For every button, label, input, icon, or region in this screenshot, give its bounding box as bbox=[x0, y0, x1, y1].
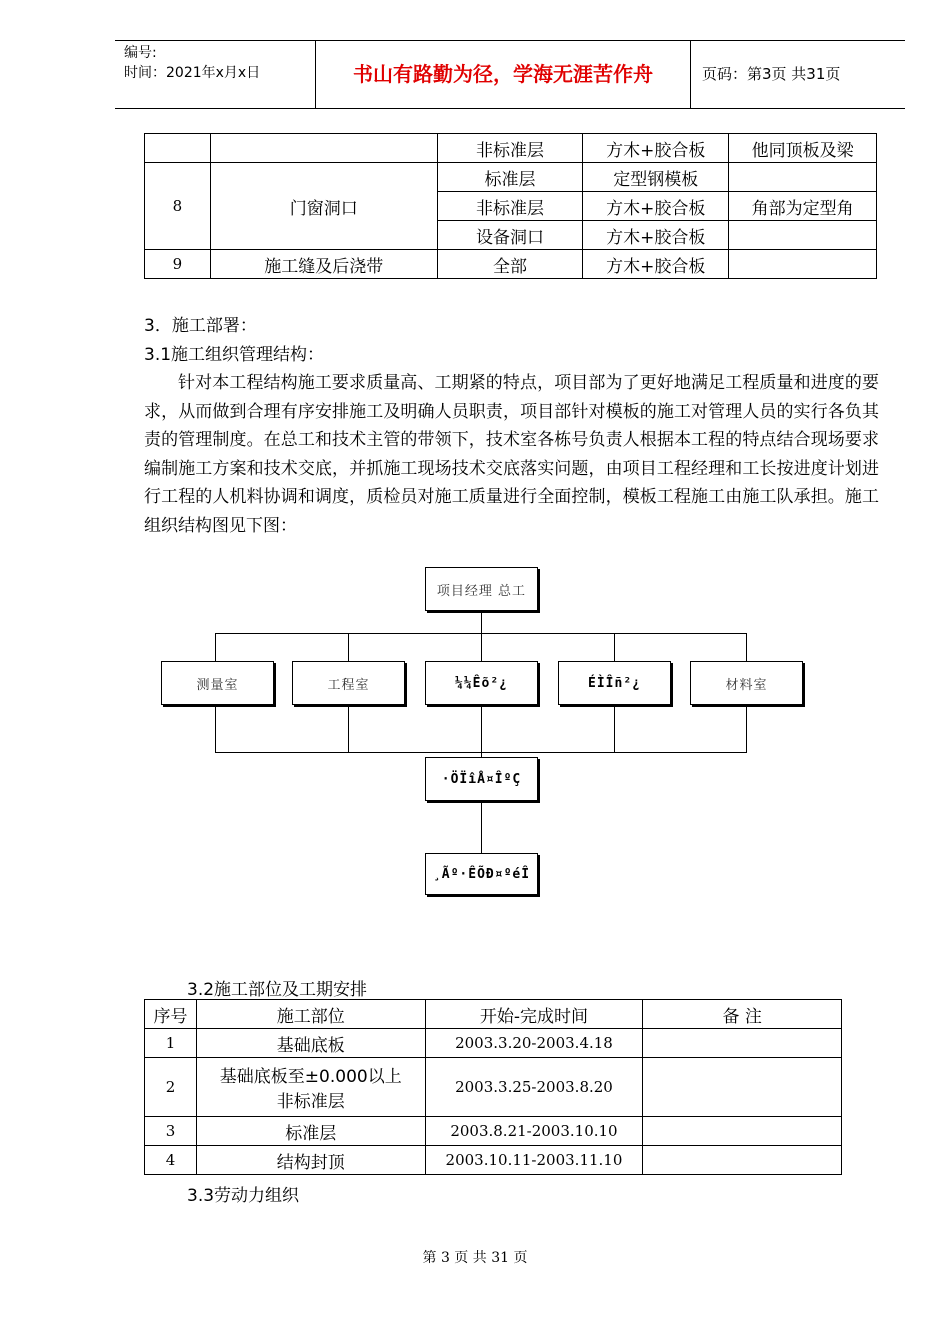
org-box-level4: ¸Ãº·ÊÕÐ¤ºéÎ bbox=[425, 853, 538, 895]
org-box-commerce: ÉÌÎñ²¿ bbox=[558, 661, 671, 705]
table-cell: 角部为定型角 bbox=[729, 192, 877, 221]
connector-line bbox=[746, 633, 747, 661]
table-cell: 施工缝及后浇带 bbox=[210, 250, 437, 279]
table-cell bbox=[210, 134, 437, 163]
table-cell: 定型钢模板 bbox=[583, 163, 729, 192]
table-cell bbox=[643, 1058, 842, 1117]
table-cell: 全部 bbox=[437, 250, 583, 279]
section-33-heading: 3.3劳动力组织 bbox=[187, 1186, 300, 1206]
org-box-top: 项目经理 总工 bbox=[425, 567, 538, 611]
header-page-info: 页码：第3页 共31页 bbox=[702, 65, 841, 83]
table-cell: 方木+胶合板 bbox=[583, 221, 729, 250]
org-box-survey: 测量室 bbox=[161, 661, 274, 705]
table-cell: 1 bbox=[145, 1029, 197, 1058]
table-row bbox=[145, 1117, 842, 1146]
column-header: 施工部位 bbox=[196, 1000, 425, 1029]
table-cell: 他同顶板及梁 bbox=[729, 134, 877, 163]
table-cell: 标准层 bbox=[437, 163, 583, 192]
table-cell bbox=[643, 1146, 842, 1175]
table-cell: 9 bbox=[145, 250, 211, 279]
page-header bbox=[115, 40, 905, 109]
table-cell: 方木+胶合板 bbox=[583, 250, 729, 279]
org-box-engineering: 工程室 bbox=[292, 661, 405, 705]
formwork-table bbox=[144, 133, 877, 279]
table-cell: 标准层 bbox=[196, 1117, 425, 1146]
table-cell: 8 bbox=[145, 163, 211, 250]
org-box-level3: ·ÖÏîÅ¤ÎºÇ bbox=[425, 757, 538, 801]
connector-line bbox=[746, 706, 747, 753]
column-header: 开始-完成时间 bbox=[425, 1000, 643, 1029]
connector-line bbox=[215, 706, 216, 753]
table-cell: 结构封顶 bbox=[196, 1146, 425, 1175]
table-row bbox=[145, 250, 877, 279]
cell-line: 非标准层 bbox=[276, 1092, 345, 1112]
page-footer: 第 3 页 共 31 页 bbox=[422, 1250, 528, 1266]
connector-line bbox=[481, 612, 482, 634]
table-cell: 门窗洞口 bbox=[210, 163, 437, 250]
table-cell bbox=[729, 163, 877, 192]
table-cell: 非标准层 bbox=[437, 134, 583, 163]
header-slogan: 书山有路勤为径，学海无涯苦作舟 bbox=[315, 41, 691, 108]
table-cell: 设备洞口 bbox=[437, 221, 583, 250]
table-cell: 基础底板 bbox=[196, 1029, 425, 1058]
table-cell: 4 bbox=[145, 1146, 197, 1175]
connector-line bbox=[481, 802, 482, 853]
table-cell: 3 bbox=[145, 1117, 197, 1146]
table-cell bbox=[729, 250, 877, 279]
table-cell: 方木+胶合板 bbox=[583, 134, 729, 163]
table-row bbox=[145, 1029, 842, 1058]
section-31-heading: 3.1施工组织管理结构： bbox=[144, 345, 325, 365]
column-header: 序号 bbox=[145, 1000, 197, 1029]
connector-line bbox=[614, 633, 615, 661]
table-cell bbox=[196, 1058, 425, 1117]
section-31-paragraph bbox=[144, 369, 879, 540]
table-cell bbox=[643, 1117, 842, 1146]
section-3-heading: 3．施工部署： bbox=[144, 316, 257, 336]
table-cell: 2003.3.25-2003.8.20 bbox=[425, 1058, 643, 1117]
cell-line: 基础底板至±0.000以上 bbox=[219, 1067, 402, 1087]
table-cell bbox=[145, 134, 211, 163]
org-box-technical: ¼¼Êõ²¿ bbox=[425, 661, 538, 705]
org-box-material: 材料室 bbox=[690, 661, 803, 705]
table-cell bbox=[643, 1029, 842, 1058]
connector-line bbox=[348, 706, 349, 753]
table-cell: 2003.10.11-2003.11.10 bbox=[425, 1146, 643, 1175]
connector-line bbox=[348, 633, 349, 661]
table-row bbox=[145, 163, 877, 192]
section-32-heading: 3.2施工部位及工期安排 bbox=[187, 980, 368, 1000]
table-cell: 2003.8.21-2003.10.10 bbox=[425, 1117, 643, 1146]
column-header: 备 注 bbox=[643, 1000, 842, 1029]
table-cell: 方木+胶合板 bbox=[583, 192, 729, 221]
table-cell bbox=[729, 221, 877, 250]
table-cell: 非标准层 bbox=[437, 192, 583, 221]
paragraph-text: 针对本工程结构施工要求质量高、工期紧的特点，项目部为了更好地满足工程质量和进度的要求，从而做到合理有序安排施工及明确人员职责，项目部针对模板的施工对管理人员的实行各负其责的管理制度。在总工和技术主管的带领下，技术室各栋号负责人根据本工程的特点结合现场要求编制施工方案和技术交底，并抓施工现场技术交底落实问题，由项目工程经理和工长按进度计划进行工程的人机料协调和调度，质检员对施工质量进行全面控制，模板工程施工由施工队承担。施工组织结构图见下图： bbox=[144, 373, 879, 536]
table-cell: 2003.3.20-2003.4.18 bbox=[425, 1029, 643, 1058]
time-label: 时间：2021年x月x日 bbox=[124, 65, 261, 81]
connector-line bbox=[481, 706, 482, 758]
connector-line bbox=[215, 752, 747, 753]
schedule-table bbox=[144, 999, 842, 1175]
connector-line bbox=[481, 633, 482, 661]
connector-line bbox=[215, 633, 216, 661]
connector-line bbox=[614, 706, 615, 753]
number-label: 编号: bbox=[124, 45, 157, 61]
table-row bbox=[145, 1146, 842, 1175]
header-meta bbox=[115, 41, 315, 108]
table-cell: 2 bbox=[145, 1058, 197, 1117]
table-row bbox=[145, 134, 877, 163]
table-row bbox=[145, 1058, 842, 1117]
table-header-row bbox=[145, 1000, 842, 1029]
